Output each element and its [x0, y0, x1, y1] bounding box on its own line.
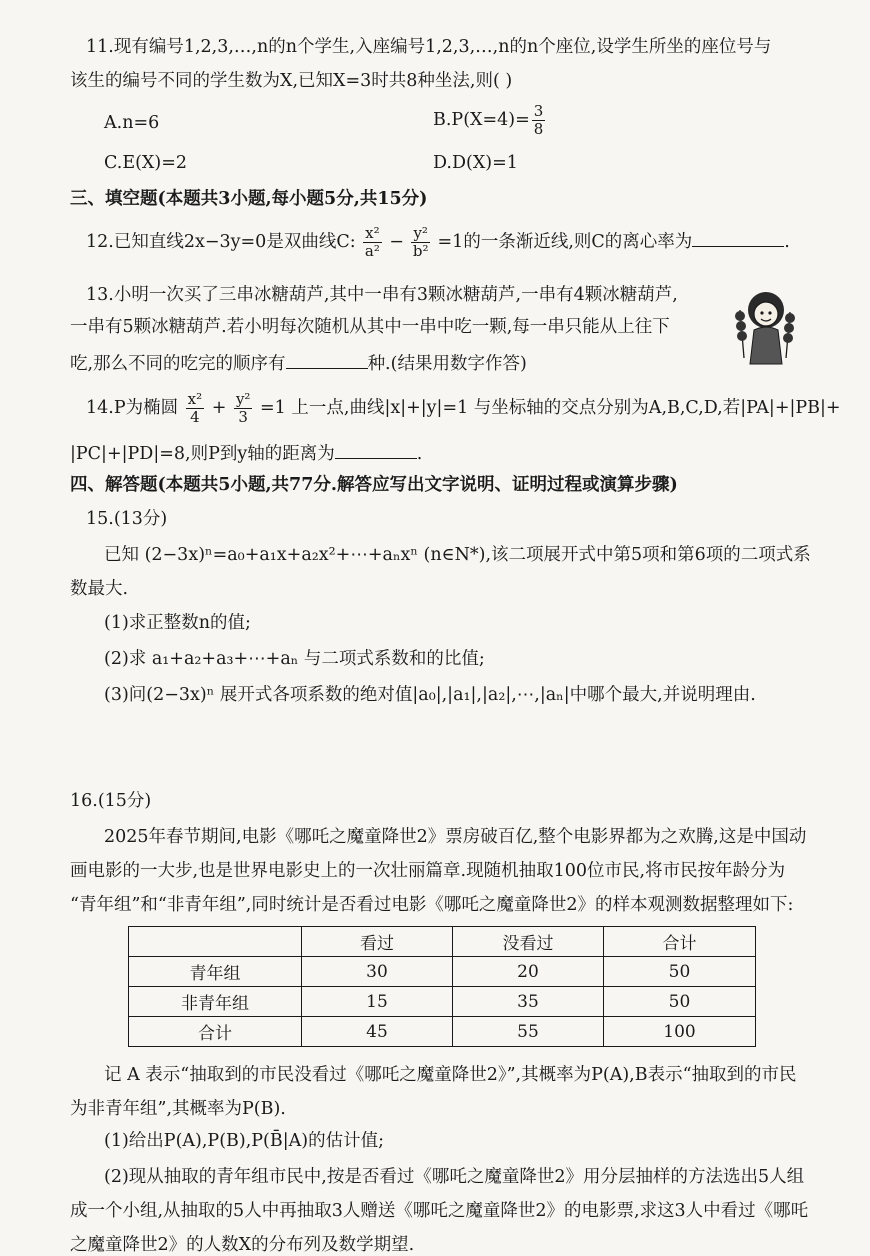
survey-data-table: [128, 926, 756, 1047]
table-header-cell: 合计: [604, 927, 756, 957]
q12-answer-blank[interactable]: [692, 228, 784, 247]
q14-line1: 14.P为椭圆 $\frac{\text{x²}}{4}$ + $\frac{\text{y²}}{3}$ =1 上一点,曲线|x|+|y|=1 与坐标轴的交点分别为A,B,C,D,若|PA|+|PB|+: [86, 390, 841, 426]
q15-header: 15.(13分): [86, 509, 168, 529]
q16-after1: 记 A 表示“抽取到的市民没看过《哪吒之魔童降世2》”,其概率为P(A),B表示“抽取到的市民: [104, 1065, 797, 1085]
q14-fraction-x: $\frac{\text{x²}}{4}$: [187, 390, 203, 426]
q12-suffix: =1的一条渐近线,则C的离心率为: [431, 232, 693, 252]
q11-option-b: [433, 104, 547, 137]
q16-line3: “青年组”和“非青年组”,同时统计是否看过电影《哪吒之魔童降世2》的样本观测数据整理如下:: [70, 895, 794, 915]
table-header-cell: 看过: [302, 927, 453, 957]
q14-line2: |PC|+|PD|=8,则P到y轴的距离为 .: [70, 440, 422, 465]
table-cell: 合计: [129, 1017, 302, 1047]
q16-after2: 为非青年组”,其概率为P(B).: [70, 1099, 286, 1119]
q16-part1: (1)给出P(A),P(B),P(B̄|A)的估计值;: [104, 1131, 384, 1151]
child-with-tanghulu-illustration: [728, 280, 800, 380]
q11-option-a: A.n=6: [104, 113, 160, 133]
q16-part2-line2: 成一个小组,从抽取的5人中再抽取3人赠送《哪吒之魔童降世2》的电影票,求这3人中看过《哪吒: [70, 1201, 809, 1221]
q12-fraction-y: $\frac{\text{y²}}{\text{b²}}$: [412, 224, 429, 260]
q12-prefix: 12.已知直线2x−3y=0是双曲线C:: [86, 232, 362, 252]
table-cell: 15: [302, 987, 453, 1017]
q14-fraction-y: $\frac{\text{y²}}{3}$: [235, 390, 251, 426]
table-header-row: [129, 927, 756, 957]
table-cell: 50: [604, 957, 756, 987]
q15-line2: 数最大.: [70, 579, 129, 599]
table-cell: 45: [302, 1017, 453, 1047]
q11-option-d: D.D(X)=1: [433, 153, 518, 173]
table-row: [129, 1017, 756, 1047]
section4-title: 四、解答题(本题共5小题,共77分.解答应写出文字说明、证明过程或演算步骤): [70, 475, 678, 495]
q12-fraction-x: $\frac{\text{x²}}{\text{a²}}$: [364, 224, 380, 260]
q16-part2-line1: (2)现从抽取的青年组市民中,按是否看过《哪吒之魔童降世2》用分层抽样的方法选出5人组: [104, 1167, 805, 1187]
table-cell: 35: [453, 987, 604, 1017]
q13-line3: 吃,那么不同的吃完的顺序有 种.(结果用数字作答): [70, 350, 527, 375]
table-cell: 30: [302, 957, 453, 987]
table-cell: 100: [604, 1017, 756, 1047]
q11-option-c: C.E(X)=2: [104, 153, 188, 173]
table-header-cell: 没看过: [453, 927, 604, 957]
section3-title: 三、填空题(本题共3小题,每小题5分,共15分): [70, 189, 428, 209]
q16-line2: 画电影的一大步,也是世界电影史上的一次壮丽篇章.现随机抽取100位市民,将市民按年龄分为: [70, 861, 786, 881]
table-cell: 50: [604, 987, 756, 1017]
q15-line1: 已知 (2−3x)ⁿ=a₀+a₁x+a₂x²+⋯+aₙxⁿ (n∈N*),该二项展开式中第5项和第6项的二项式系: [104, 545, 811, 565]
q12: 12.已知直线2x−3y=0是双曲线C: $\frac{\text{x²}}{\text{a²}}$ − $\frac{\text{y²}}{\text{b²}}$ =1的一条渐近线,则C的离心率为 .: [86, 224, 790, 260]
table-cell: 非青年组: [129, 987, 302, 1017]
q11-option-b-fraction: $\frac{3}{8}$: [533, 102, 544, 138]
table-cell: 20: [453, 957, 604, 987]
q11-option-b-prefix: B.P(X=4)=: [433, 110, 530, 130]
q15-part2: (2)求 a₁+a₂+a₃+⋯+aₙ 与二项式系数和的比值;: [104, 649, 485, 669]
q13-line1: 13.小明一次买了三串冰糖葫芦,其中一串有3颗冰糖葫芦,一串有4颗冰糖葫芦,: [86, 285, 678, 305]
q13-answer-blank[interactable]: [286, 350, 368, 369]
q11-line1: 11.现有编号1,2,3,…,n的n个学生,入座编号1,2,3,…,n的n个座位,设学生所坐的座位号与: [86, 37, 772, 57]
table-cell: 55: [453, 1017, 604, 1047]
q15-part1: (1)求正整数n的值;: [104, 613, 251, 633]
q15-part3: (3)问(2−3x)ⁿ 展开式各项系数的绝对值|a₀|,|a₁|,|a₂|,⋯,|aₙ|中哪个最大,并说明理由.: [104, 685, 756, 705]
q16-part2-line3: 之魔童降世2》的人数X的分布列及数学期望.: [70, 1235, 415, 1255]
table-cell: 青年组: [129, 957, 302, 987]
table-header-cell: [129, 927, 302, 957]
q16-header: 16.(15分): [70, 791, 152, 811]
q13-line2: 一串有5颗冰糖葫芦.若小明每次随机从其中一串中吃一颗,每一串只能从上往下: [70, 317, 670, 337]
table-row: [129, 957, 756, 987]
table-row: [129, 987, 756, 1017]
q14-answer-blank[interactable]: [335, 440, 417, 459]
q16-line1: 2025年春节期间,电影《哪吒之魔童降世2》票房破百亿,整个电影界都为之欢腾,这是中国动: [104, 827, 807, 847]
q11-line2: 该生的编号不同的学生数为X,已知X=3时共8种坐法,则( ): [70, 71, 513, 91]
